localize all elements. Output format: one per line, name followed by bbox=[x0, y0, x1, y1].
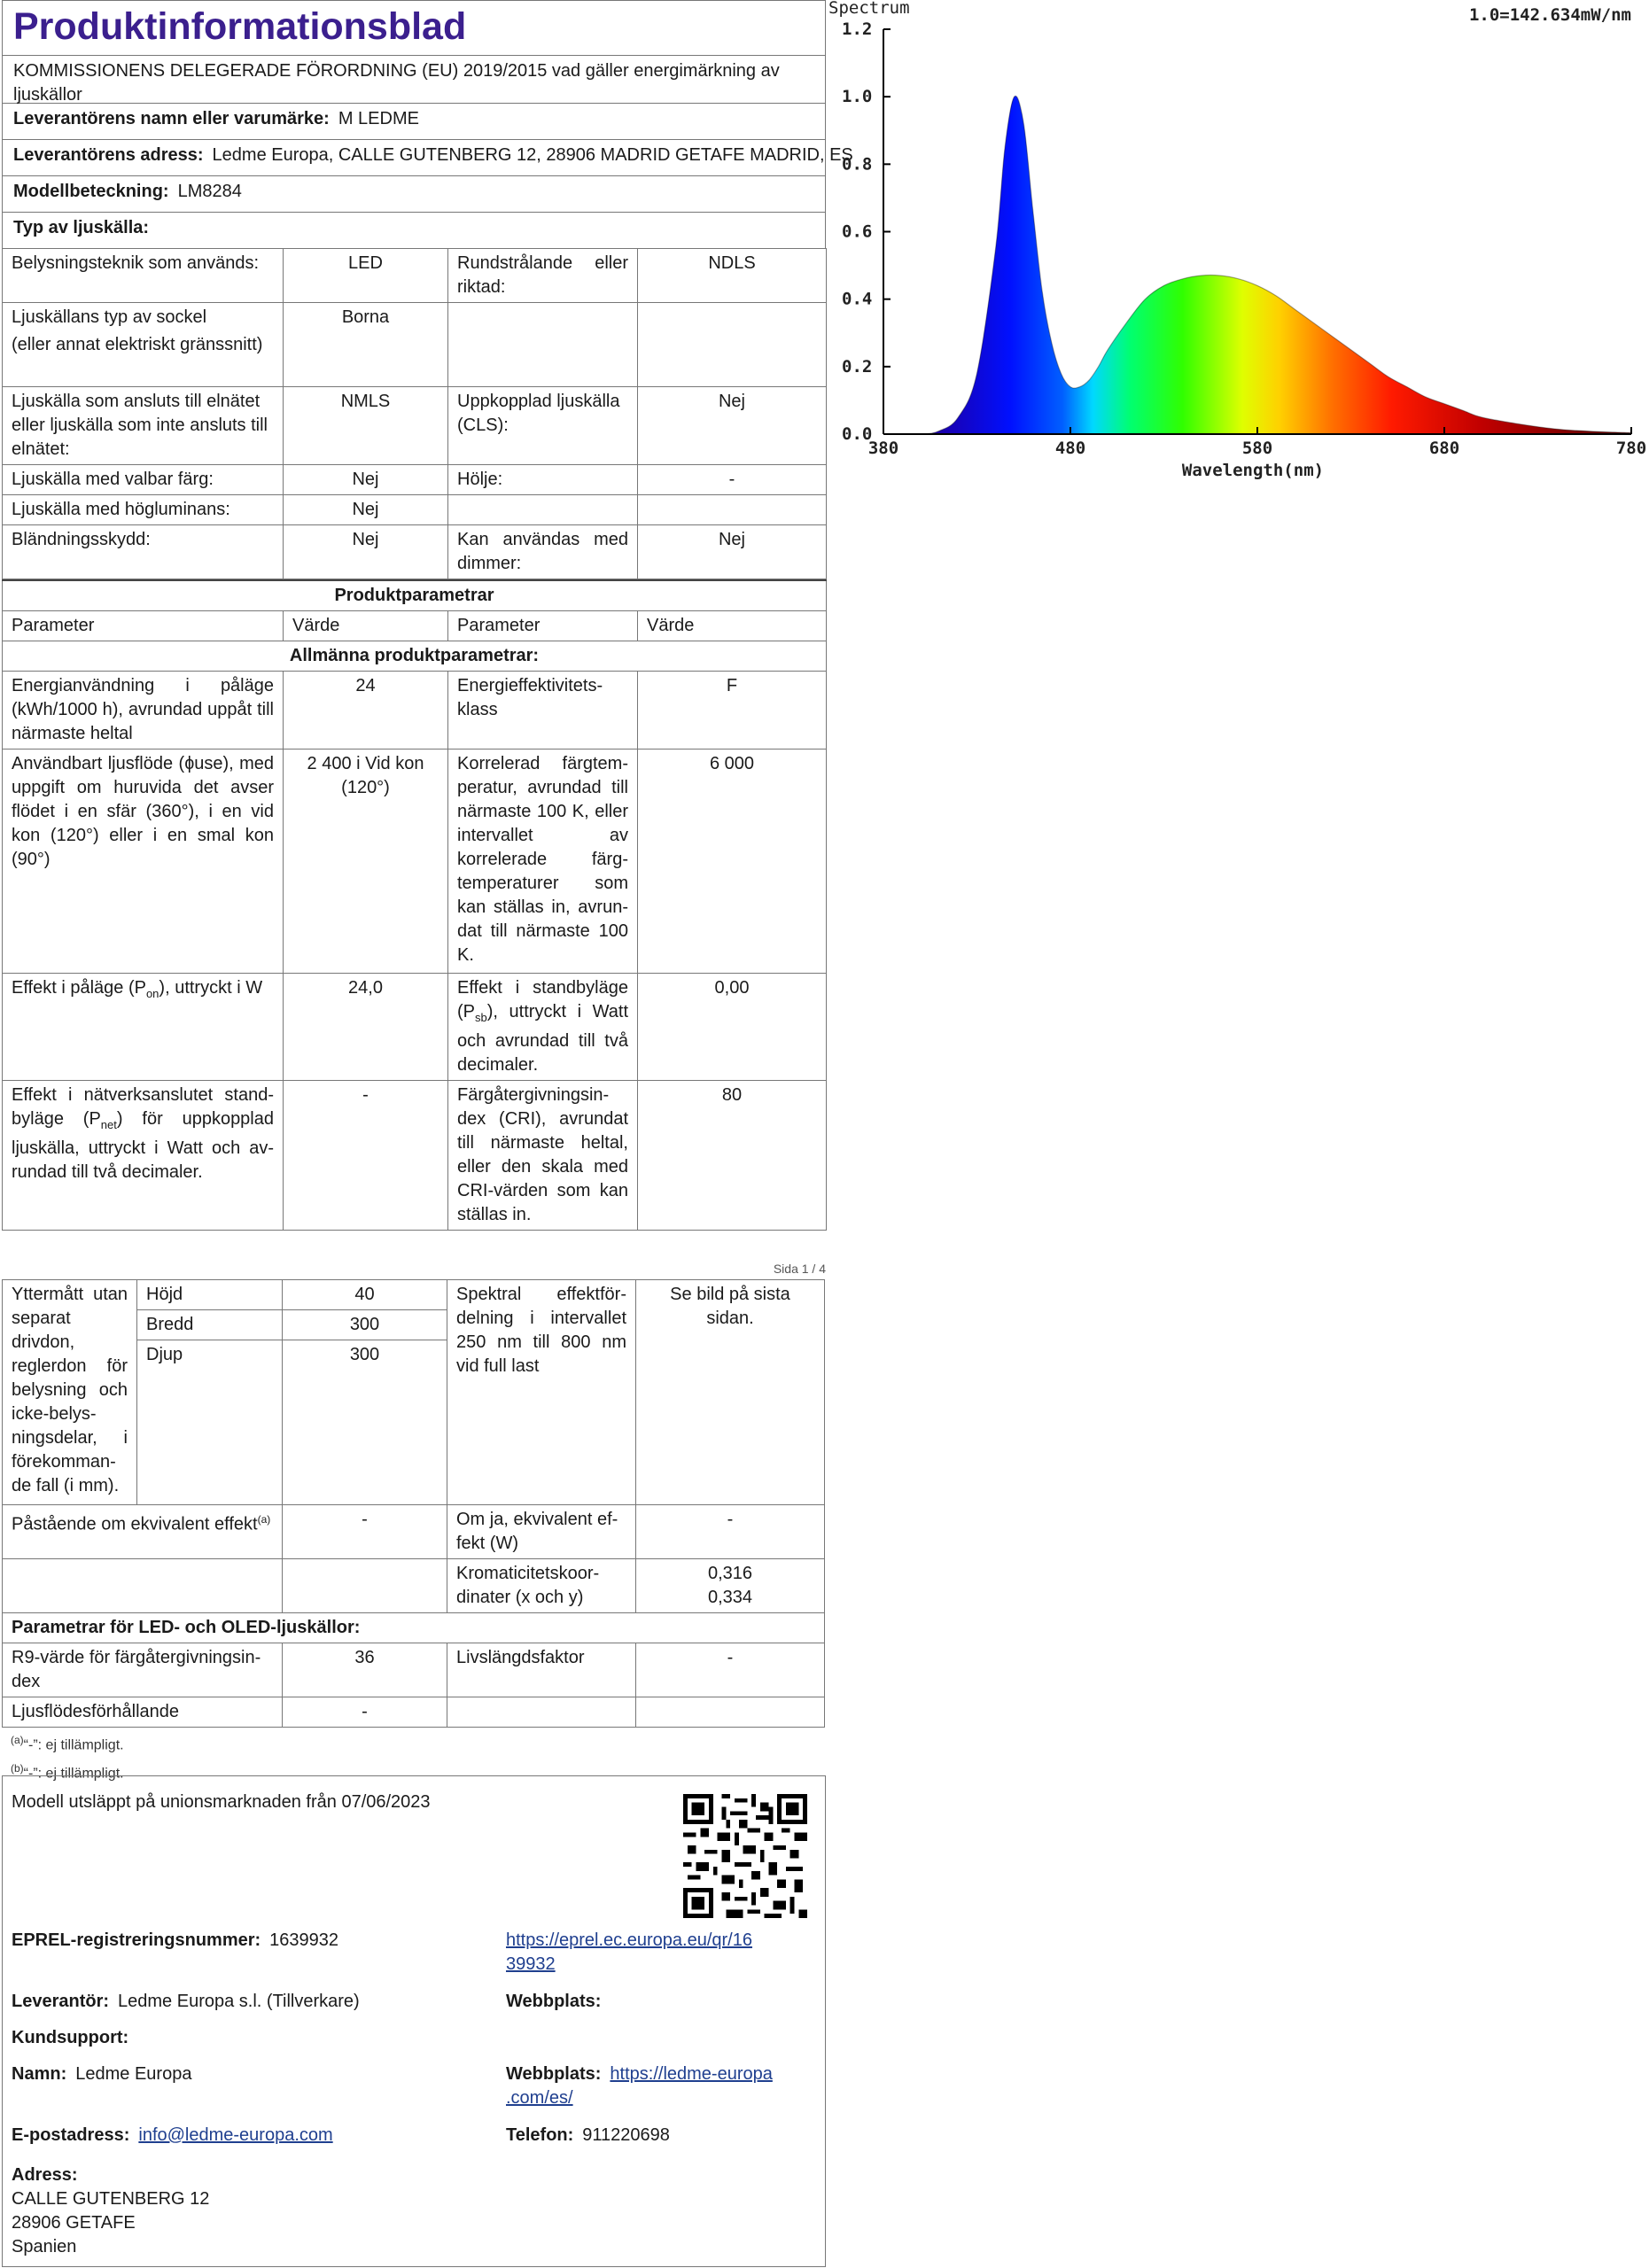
table-row bbox=[3, 1559, 825, 1613]
equivalent-power-value: - bbox=[636, 1505, 825, 1559]
y-tick-label: 0.0 bbox=[842, 424, 873, 444]
supplier-label: Leverantör: bbox=[12, 1992, 110, 2011]
table-row bbox=[3, 641, 827, 672]
model-value: LM8284 bbox=[177, 182, 242, 201]
depth-value: 300 bbox=[283, 1340, 447, 1505]
y-tick-label: 0.6 bbox=[842, 221, 873, 242]
phone-row bbox=[506, 2124, 670, 2148]
lighting-technology-label: Belysningsteknik som används: bbox=[3, 249, 284, 303]
table-row bbox=[3, 1643, 825, 1697]
width-value: 300 bbox=[283, 1310, 447, 1340]
spectral-distribution-label: Spektral effektfördelning i intervallet 250 nm till 800 nm vid full last bbox=[447, 1280, 636, 1505]
cri-label: Färgåtergivningsindex (CRI), avrundat till närmaste heltal, eller den skala med CRI-värden som kan ställas in. bbox=[448, 1081, 638, 1231]
supplier-footer-box bbox=[2, 1775, 826, 2267]
website-label: Webbplats: bbox=[506, 1992, 602, 2011]
depth-label: Djup bbox=[137, 1340, 283, 1505]
table-row bbox=[3, 1697, 825, 1728]
socket-cell bbox=[3, 303, 284, 387]
anti-glare-label: Bländningsskydd: bbox=[3, 525, 284, 579]
column-header-parameter: Parameter bbox=[3, 611, 284, 641]
empty-cell bbox=[448, 303, 638, 387]
energy-class-label: Energieffektivitetsklass bbox=[448, 672, 638, 750]
support-website-link[interactable]: https://ledme-europa bbox=[610, 2064, 773, 2084]
additional-parameters-table bbox=[2, 1279, 825, 1728]
spectral-distribution-value: Se bild på sista sidan. bbox=[636, 1280, 825, 1505]
color-temperature-value: 6 000 bbox=[638, 750, 827, 974]
dimensions-label: Yttermått utan separat drivdon, reglerdon för belysning och icke-belysningsdelar, i förekommande fall (i mm). bbox=[3, 1280, 137, 1505]
color-tunable-label: Ljuskälla med valbar färg: bbox=[3, 465, 284, 495]
chromaticity-value: 0,316 0,334 bbox=[636, 1559, 825, 1613]
directional-value: NDLS bbox=[638, 249, 827, 303]
y-tick-label: 0.8 bbox=[842, 154, 873, 175]
eprel-row bbox=[12, 1929, 338, 1953]
high-luminance-value: Nej bbox=[284, 495, 448, 525]
x-tick-label: 780 bbox=[1615, 439, 1647, 458]
luminous-flux-label: Användbart ljusflöde (ɸuse), med uppgift om huruvida det avser flödet i en sfär (360°), i en vid kon (120°) eller i en smal kon (90°) bbox=[3, 750, 284, 974]
cri-value: 80 bbox=[638, 1081, 827, 1231]
address-label: Adress: bbox=[12, 2165, 78, 2185]
y-tick-label: 0.2 bbox=[842, 356, 873, 377]
table-row bbox=[3, 580, 827, 611]
luminous-flux-value: 2 400 i Vid kon (120°) bbox=[284, 750, 448, 974]
equivalent-power-label: Om ja, ekvivalent effekt (W) bbox=[447, 1505, 636, 1559]
height-label: Höjd bbox=[137, 1280, 283, 1310]
customer-support-label: Kundsupport: bbox=[12, 2028, 129, 2047]
equivalent-power-claim-label: Påstående om ekvivalent effekt$^{(a)}$ bbox=[3, 1505, 283, 1559]
email-label: E-postadress: bbox=[12, 2125, 130, 2145]
mains-value: NMLS bbox=[284, 387, 448, 465]
column-header-value: Värde bbox=[638, 611, 827, 641]
supplier-name-row bbox=[2, 103, 826, 139]
x-tick-label: 680 bbox=[1428, 439, 1460, 458]
high-luminance-label: Ljuskälla med högluminans: bbox=[3, 495, 284, 525]
product-parameters-header: Produktparametrar bbox=[3, 580, 827, 611]
empty-cell bbox=[3, 1559, 283, 1613]
table-row bbox=[3, 525, 827, 579]
column-header-parameter: Parameter bbox=[448, 611, 638, 641]
supplier-name-value: M LEDME bbox=[338, 109, 419, 128]
table-row bbox=[3, 1505, 825, 1559]
supplier-address-row bbox=[2, 139, 853, 175]
y-tick-label: 1.2 bbox=[842, 19, 873, 39]
empty-cell bbox=[638, 303, 827, 387]
energy-consumption-label: Energianvändning i påläge (kWh/1000 h), avrundad uppåt till närmaste heltal bbox=[3, 672, 284, 750]
eprel-link[interactable]: https://eprel.ec.europa.eu/qr/16 39932 bbox=[506, 1930, 752, 1974]
envelope-label: Hölje: bbox=[448, 465, 638, 495]
email-row bbox=[12, 2124, 333, 2148]
r9-label: R9-värde för färgåtergivningsindex bbox=[3, 1643, 283, 1697]
eprel-label: EPREL-registreringsnummer: bbox=[12, 1930, 261, 1950]
website-row bbox=[506, 1990, 610, 2014]
supplier-address-label: Leverantörens adress: bbox=[13, 145, 204, 165]
networked-standby-label: Effekt i nätverksanslutet standbyläge $(P_{net})$ för uppkopplad ljuskälla, uttryckt i Watt och avrundad till två decimaler. bbox=[3, 1081, 284, 1231]
socket-label: Ljuskällans typ av sockel bbox=[12, 307, 207, 327]
support-website-row bbox=[506, 2062, 773, 2110]
table-row bbox=[3, 1081, 827, 1231]
on-mode-power-value: 24,0 bbox=[284, 974, 448, 1081]
x-axis-label: Wavelength(nm) bbox=[1181, 461, 1325, 480]
height-value: 40 bbox=[283, 1280, 447, 1310]
energy-consumption-value: 24 bbox=[284, 672, 448, 750]
table-row bbox=[3, 974, 827, 1081]
empty-cell bbox=[638, 495, 827, 525]
socket-label-note: (eller annat elektriskt gränssnitt) bbox=[12, 335, 263, 354]
equivalent-power-claim-value: - bbox=[283, 1505, 447, 1559]
anti-glare-value: Nej bbox=[284, 525, 448, 579]
standby-power-label: Effekt i standbyläge $(P_{sb})$, uttryckt i Watt och avrundad till två decimaler. bbox=[448, 974, 638, 1081]
x-tick-label: 480 bbox=[1054, 439, 1086, 458]
survival-factor-label: Livslängdsfaktor bbox=[447, 1643, 636, 1697]
table-row bbox=[3, 303, 827, 387]
lumen-maintenance-value: - bbox=[283, 1697, 447, 1728]
cls-label: Uppkopplad ljuskälla (CLS): bbox=[448, 387, 638, 465]
color-temperature-label: Korrelerad färgtemperatur, avrundad till närmaste 100 K, eller intervallet av korrelerade färgtemperaturer som kan ställas in, avrundat till närmaste 100 K. bbox=[448, 750, 638, 974]
table-row bbox=[3, 750, 827, 974]
color-tunable-value: Nej bbox=[284, 465, 448, 495]
address-line: Spanien bbox=[12, 2237, 77, 2256]
general-parameters-header: Allmänna produktparametrar: bbox=[3, 641, 827, 672]
empty-cell bbox=[447, 1697, 636, 1728]
column-header-value: Värde bbox=[284, 611, 448, 641]
standby-power-value: 0,00 bbox=[638, 974, 827, 1081]
model-label: Modellbeteckning: bbox=[13, 182, 169, 201]
phone-value: 911220698 bbox=[582, 2125, 670, 2145]
chart-title: Spectrum bbox=[828, 0, 910, 18]
table-row bbox=[3, 249, 827, 303]
table-row bbox=[3, 495, 827, 525]
y-tick-label: 0.4 bbox=[842, 289, 873, 309]
address-block bbox=[12, 2163, 209, 2259]
lumen-maintenance-label: Ljusflödesförhållande bbox=[3, 1697, 283, 1728]
table-row bbox=[3, 387, 827, 465]
width-label: Bredd bbox=[137, 1310, 283, 1340]
phone-label: Telefon: bbox=[506, 2125, 574, 2145]
eprel-value: 1639932 bbox=[269, 1930, 339, 1950]
qr-code-icon[interactable] bbox=[683, 1794, 807, 1918]
regulation-text: KOMMISSIONENS DELEGERADE FÖRORDNING (EU) 2019/2015 vad gäller energimärkning av ljuskällor bbox=[2, 55, 826, 103]
y-tick-label: 1.0 bbox=[842, 87, 873, 107]
support-name-label: Namn: bbox=[12, 2064, 67, 2084]
networked-standby-value: - bbox=[284, 1081, 448, 1231]
supplier-value: Ledme Europa s.l. (Tillverkare) bbox=[118, 1992, 360, 2011]
led-parameters-header: Parametrar för LED- och OLED-ljuskällor: bbox=[3, 1613, 825, 1643]
supplier-row bbox=[12, 1990, 360, 2014]
empty-cell bbox=[448, 495, 638, 525]
x-tick-label: 580 bbox=[1241, 439, 1273, 458]
socket-value: Borna bbox=[284, 303, 448, 387]
light-source-type-table bbox=[2, 248, 827, 579]
table-header-row bbox=[3, 611, 827, 641]
model-row bbox=[2, 175, 826, 212]
cls-value: Nej bbox=[638, 387, 827, 465]
supplier-name-label: Leverantörens namn eller varumärke: bbox=[13, 109, 330, 128]
release-date-text: Modell utsläppt på unionsmarknaden från 07/06/2023 bbox=[12, 1792, 431, 1812]
product-parameters-table bbox=[2, 579, 827, 1231]
email-link[interactable]: info@ledme-europa.com bbox=[138, 2125, 333, 2145]
footnote: $^{(b)}$“-”: ej tillämpligt. bbox=[11, 1762, 124, 1782]
directional-label: Rundstrålande eller riktad: bbox=[448, 249, 638, 303]
page-number: Sida 1 / 4 bbox=[773, 1262, 826, 1276]
product-information-sheet bbox=[2, 0, 853, 1786]
table-row bbox=[3, 1280, 825, 1310]
r9-value: 36 bbox=[283, 1643, 447, 1697]
survival-factor-value: - bbox=[636, 1643, 825, 1697]
page-title: Produktinformationsblad bbox=[2, 0, 826, 55]
empty-cell bbox=[636, 1697, 825, 1728]
spectrum-area bbox=[883, 96, 1631, 434]
light-source-type-header: Typ av ljuskälla: bbox=[2, 212, 826, 248]
supplier-address-value: Ledme Europa, CALLE GUTENBERG 12, 28906 MADRID GETAFE MADRID, ES bbox=[212, 145, 853, 165]
chart-annotation: 1.0=142.634mW/nm bbox=[1468, 5, 1631, 25]
dimmable-value: Nej bbox=[638, 525, 827, 579]
table-row bbox=[3, 672, 827, 750]
support-name-value: Ledme Europa bbox=[75, 2064, 192, 2084]
support-name-row bbox=[12, 2062, 191, 2086]
mains-label: Ljuskälla som ansluts till elnätet eller ljuskälla som inte ansluts till elnätet: bbox=[3, 387, 284, 465]
chromaticity-label: Kromaticitetskoordinater (x och y) bbox=[447, 1559, 636, 1613]
empty-cell bbox=[283, 1559, 447, 1613]
table-row bbox=[3, 465, 827, 495]
footnote: $^{(a)}$“-”: ej tillämpligt. bbox=[11, 1734, 124, 1753]
table-row bbox=[3, 1613, 825, 1643]
support-website-label: Webbplats: bbox=[506, 2064, 602, 2084]
x-tick-label: 380 bbox=[867, 439, 899, 458]
support-website-link-cont[interactable]: .com/es/ bbox=[506, 2088, 573, 2108]
dimmable-label: Kan användas med dimmer: bbox=[448, 525, 638, 579]
address-line: 28906 GETAFE bbox=[12, 2213, 136, 2233]
address-line: CALLE GUTENBERG 12 bbox=[12, 2189, 210, 2209]
spectrum-chart bbox=[828, 0, 1649, 496]
energy-class-value: F bbox=[638, 672, 827, 750]
envelope-value: - bbox=[638, 465, 827, 495]
lighting-technology-value: LED bbox=[284, 249, 448, 303]
on-mode-power-label: Effekt i påläge $(P_{on})$, uttryckt i W bbox=[3, 974, 284, 1081]
